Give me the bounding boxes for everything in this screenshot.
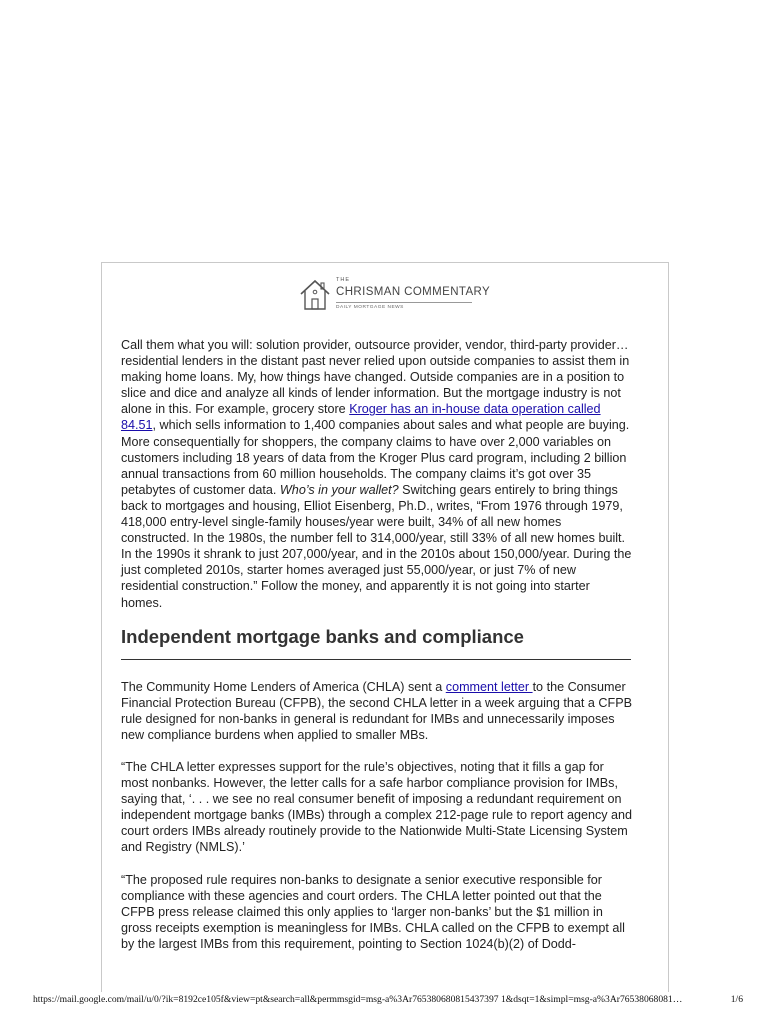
logo-tagline: DAILY MORTGAGE NEWS bbox=[336, 305, 404, 310]
chrisman-logo bbox=[298, 277, 491, 317]
logo-divider bbox=[336, 302, 472, 303]
quote-paragraph-1: “The CHLA letter expresses support for the rule’s objectives, noting that it fills a gap for most nonbanks. However, the letter calls for a safe harbor compliance provision for IMBs, saying that, ‘. . . we see no real consumer benefit of imposing a redundant requirement on independent mortgage banks (IMBs) through a complex 212-page rule to report agency and court orders IMBs already routinely provide to the Nationwide Multi-State Licensing System and Registry (NMLS).’ bbox=[121, 759, 633, 855]
intro-italic: Who’s in your wallet? bbox=[279, 482, 399, 497]
intro-text-a: Call them what you will: solution provider, outsource provider, vendor, third-party provider… residential lenders in the distant past never relied upon outside companies to assist them in making home loans. My, how things have changed. Outside companies are in a position to slice and dice and analyze all kinds of lender information. But the mortgage industry is not alone in this. For example, grocery store bbox=[121, 338, 630, 417]
page-number: 1/6 bbox=[730, 994, 743, 1005]
chla-text-b: to the Consumer Financial Protection Bureau (CFPB), the second CHLA letter in a week arguing that a CFPB rule designed for non-banks in general is redundant for IMBs and unnecessarily imposes new compliance burdens when applied to smaller MBs. bbox=[121, 679, 632, 742]
intro-text-b: , which sells information to 1,400 companies about sales and what people are buying. More consequentially for shoppers, the company claims to have over 2,000 variables on customers including 18 years of data from the Kroger Plus card program, including 2 billion annual transactions from 60 million households. The company claims it’s got over 35 petabytes of customer data. bbox=[121, 418, 630, 497]
quote-paragraph-2: “The proposed rule requires non-banks to designate a senior executive responsible for compliance with these agencies and court orders. The CHLA letter pointed out that the CFPB press release claimed this only applies to ‘larger non-banks’ but the $1 million in gross receipts exemption is meaningless for IMBs. CHLA called on the CFPB to exempt all by the largest IMBs from this requirement, pointing to Section 1024(b)(2) of Dodd- bbox=[121, 872, 625, 951]
intro-paragraph bbox=[121, 337, 633, 611]
chla-paragraph bbox=[121, 679, 633, 743]
footer-url: https://mail.google.com/mail/u/0/?ik=8192ce105f&view=pt&search=all&permmsgid=msg-a%3Ar765380680815437397 1&dsqt=1&simpl=msg-a%3Ar76538068081… bbox=[33, 994, 683, 1005]
logo-the-text: THE bbox=[336, 277, 350, 283]
email-body bbox=[121, 337, 633, 952]
heading-underline bbox=[121, 659, 631, 660]
email-card bbox=[101, 262, 669, 992]
house-icon bbox=[298, 277, 332, 313]
logo-title: CHRISMAN COMMENTARY bbox=[336, 286, 491, 298]
kroger-link[interactable]: Kroger has an in-house data operation called 84.51 bbox=[121, 402, 601, 433]
chla-text-a: The Community Home Lenders of America (CHLA) sent a bbox=[121, 679, 446, 694]
intro-text-c: Switching gears entirely to bring things back to mortgages and housing, Elliot Eisenberg, Ph.D., writes, “From 1976 through 1979, 418,000 entry-level single-family houses/year were built, 34% of all new homes constructed. In the 1980s, the number fell to 314,000/year, still 33% of all new homes built. In the 1990s it shrank to just 207,000/year, and in the 2010s about 150,000/year. During the just completed 2010s, starter homes averaged just 55,000/year, or just 7% of new residential construction.” Follow the money, and apparently it is not going into starter homes. bbox=[121, 482, 632, 610]
comment-letter-link[interactable]: comment letter bbox=[445, 679, 533, 694]
section-heading: Independent mortgage banks and compliance bbox=[121, 625, 524, 647]
